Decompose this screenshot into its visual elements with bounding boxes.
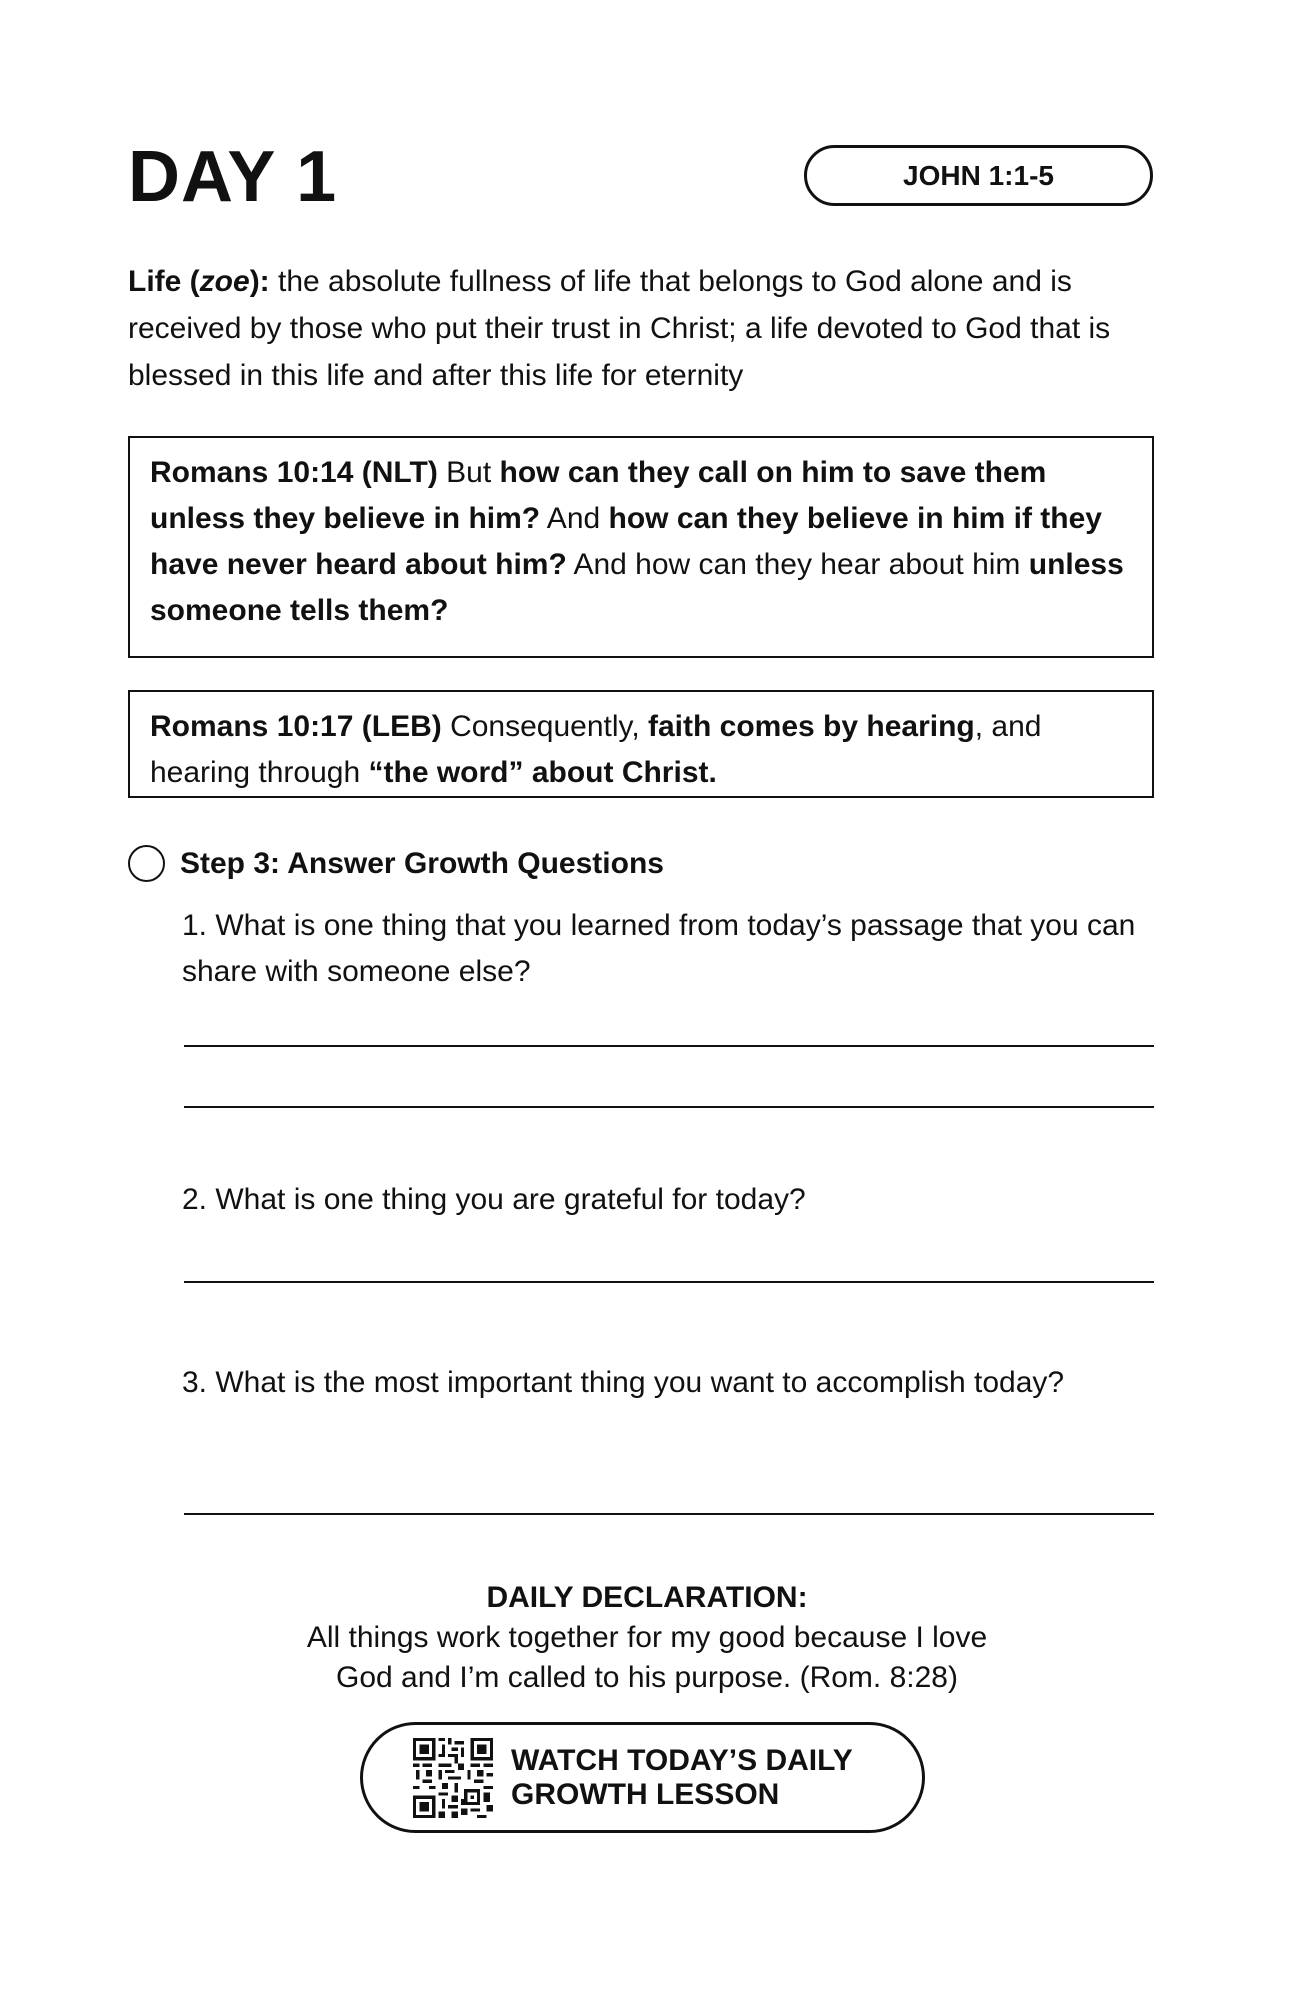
question-3: 3. What is the most important thing you want to accomplish today? bbox=[182, 1366, 1065, 1399]
lesson-button-line-2[interactable]: GROWTH LESSON bbox=[511, 1777, 780, 1811]
answer-line-q1-a[interactable] bbox=[184, 1045, 1154, 1047]
passage-reference-label: JOHN 1:1-5 bbox=[903, 159, 1054, 191]
verse-box-romans-10-14 bbox=[128, 436, 1154, 658]
verse-text: And how can they hear about him bbox=[566, 548, 1029, 581]
verse-text: But bbox=[437, 456, 500, 489]
verse-emphasis: how can they believe in him if they have never heard about him? bbox=[150, 502, 1102, 581]
verse-reference: Romans 10:17 (LEB) bbox=[150, 710, 442, 743]
qr-code-icon[interactable] bbox=[413, 1738, 493, 1818]
daily-declaration bbox=[0, 1578, 1294, 1698]
definition-text: the absolute fullness of life that belongs to God alone and is received by those who put their trust in Christ; a life devoted to God that is blessed in this life and after this life for eternity bbox=[128, 265, 1111, 392]
definition-close-paren: ): bbox=[249, 265, 270, 298]
verse-emphasis: unless someone tells them? bbox=[150, 548, 1124, 627]
declaration-title: DAILY DECLARATION: bbox=[486, 1581, 808, 1614]
lesson-button-label[interactable] bbox=[511, 1744, 853, 1812]
definition-term: Life bbox=[128, 265, 182, 298]
step-label: Step 3: Answer Growth Questions bbox=[180, 846, 664, 880]
answer-line-q1-b[interactable] bbox=[184, 1106, 1154, 1108]
step-3-header bbox=[128, 845, 664, 882]
step-checkbox[interactable] bbox=[128, 845, 165, 882]
declaration-line-1: All things work together for my good because I love bbox=[306, 1621, 988, 1654]
page-title: DAY 1 bbox=[128, 137, 338, 217]
verse-text: And bbox=[540, 502, 609, 535]
verse-text: Consequently, bbox=[441, 710, 648, 743]
answer-line-q2[interactable] bbox=[184, 1281, 1154, 1283]
verse-box-romans-10-17 bbox=[128, 690, 1154, 798]
verse-emphasis: “the word” about Christ. bbox=[368, 756, 717, 789]
passage-reference-badge bbox=[804, 145, 1153, 206]
verse-emphasis: how can they call on him to save them unless they believe in him? bbox=[150, 456, 1047, 535]
verse-text: , and hearing through bbox=[150, 710, 1042, 789]
declaration-line-2: God and I’m called to his purpose. (Rom. 8:28) bbox=[336, 1661, 958, 1694]
verse-emphasis: faith comes by hearing bbox=[648, 710, 975, 743]
word-definition bbox=[128, 258, 1168, 399]
verse-reference: Romans 10:14 (NLT) bbox=[150, 456, 438, 489]
lesson-button-line-1[interactable]: WATCH TODAY’S DAILY bbox=[511, 1743, 853, 1777]
question-1: 1. What is one thing that you learned from today’s passage that you can share with someone else? bbox=[182, 909, 1136, 988]
watch-lesson-button[interactable] bbox=[360, 1722, 925, 1833]
question-2: 2. What is one thing you are grateful for today? bbox=[182, 1183, 806, 1216]
definition-open-paren: ( bbox=[181, 265, 200, 298]
answer-line-q3[interactable] bbox=[184, 1513, 1154, 1515]
definition-original-word: zoe bbox=[199, 265, 250, 298]
